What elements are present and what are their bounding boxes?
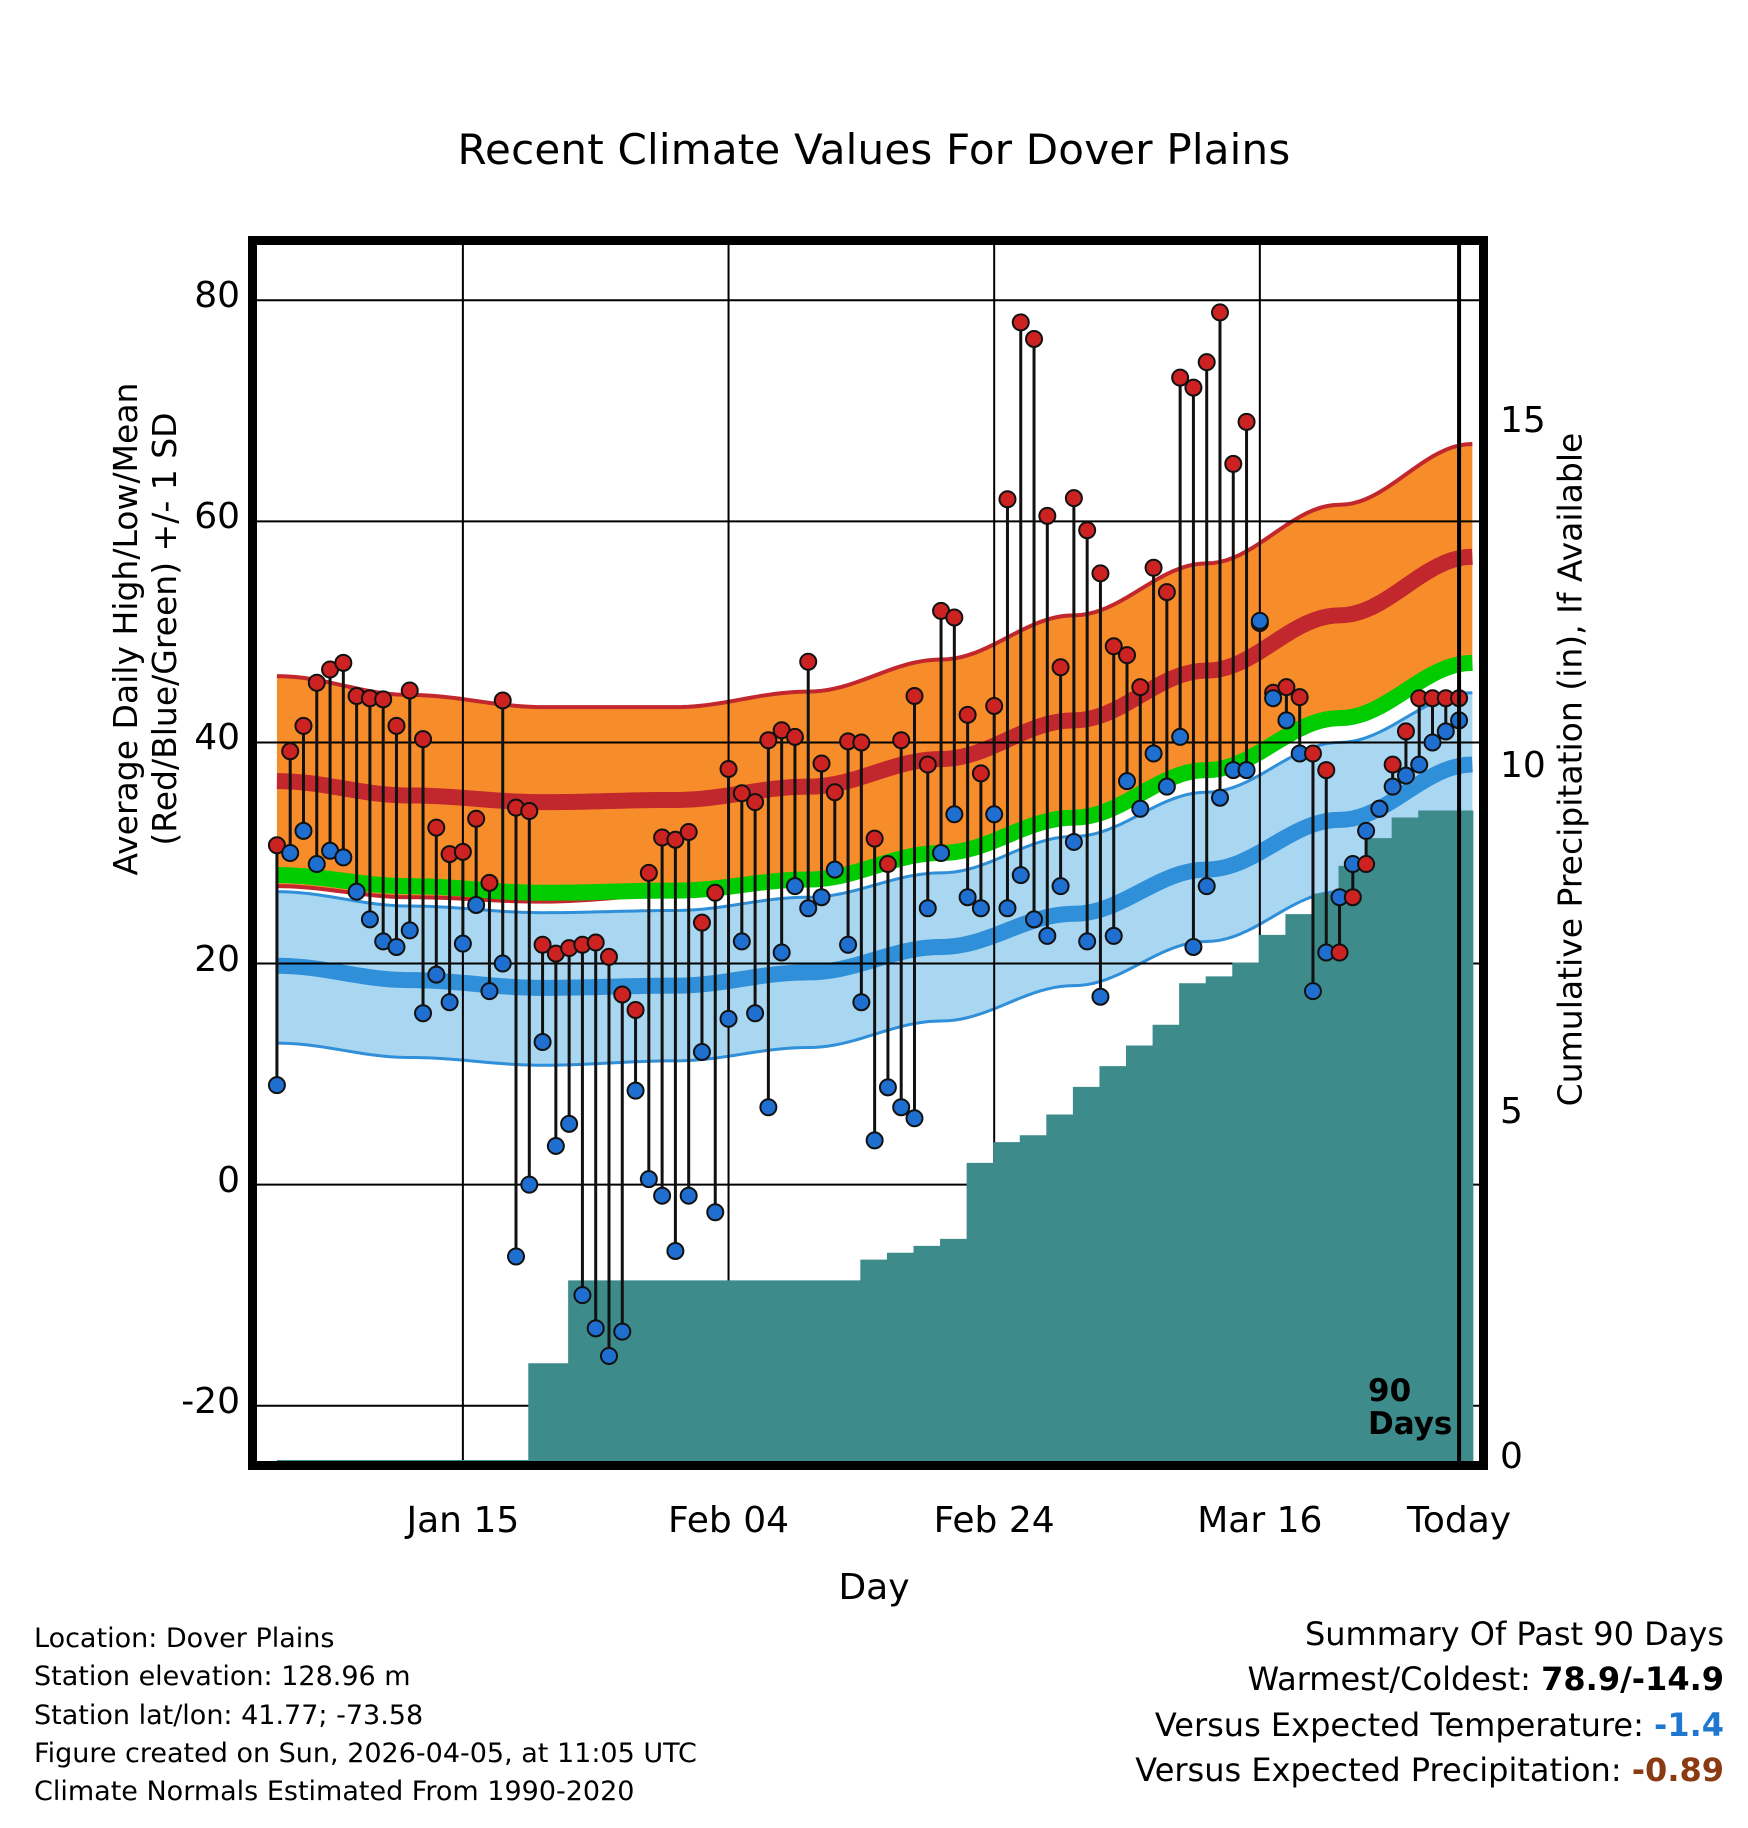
summary-vs-temp-label: Versus Expected Temperature: [1154, 1705, 1644, 1744]
summary-heading: Summary Of Past 90 Days [1304, 1615, 1724, 1653]
footer-location: Location: Dover Plains [34, 1623, 335, 1654]
summary-vs-precip-value: -0.89 [1631, 1751, 1724, 1790]
footer-metadata [34, 1620, 697, 1812]
x-tick-2: Feb 24 [933, 1500, 1055, 1541]
days-annotation-line2: Days [1368, 1405, 1453, 1442]
x-axis-label: Day [838, 1567, 910, 1608]
y-tick-right-0: 0 [1500, 1436, 1523, 1477]
y-tick-right-1: 5 [1500, 1090, 1523, 1132]
footer-elevation: Station elevation: 128.96 m [34, 1661, 411, 1693]
x-tick-4: Today [1407, 1500, 1512, 1541]
summary-warmest-coldest-label: Warmest/Coldest: [1247, 1660, 1531, 1699]
footer-created: Figure created on Sun, 2026-04-05, at 11:05 UTC [34, 1737, 697, 1769]
x-tick-0: Jan 15 [406, 1500, 520, 1541]
summary-vs-precip-label: Versus Expected Precipitation: [1135, 1751, 1622, 1790]
summary-vs-temp-value: -1.4 [1654, 1705, 1724, 1744]
y-axis-label-left: Average Daily High/Low/Mean (Red/Blue/Green) +/- 1 SD [106, 382, 184, 876]
y-tick-left-2: 20 [194, 938, 240, 980]
y-tick-left-1: 0 [217, 1159, 240, 1201]
footer-normals: Climate Normals Estimated From 1990-2020 [34, 1776, 635, 1808]
summary-panel [1135, 1612, 1724, 1794]
y-tick-left-3: 40 [194, 717, 240, 759]
y-tick-left-5: 80 [194, 275, 240, 317]
summary-vs-temp [1135, 1703, 1724, 1748]
y-tick-right-3: 15 [1500, 399, 1546, 441]
y-axis-label-right: Cumulative Precipitation (in), If Available [1550, 432, 1590, 1107]
plot-area [248, 236, 1488, 1470]
chart-graphics [257, 245, 1479, 1461]
plot-inner [257, 245, 1479, 1461]
chart-title: Recent Climate Values For Dover Plains [457, 125, 1291, 174]
y-tick-left-4: 60 [194, 496, 240, 538]
x-tick-1: Feb 04 [668, 1500, 790, 1541]
days-annotation [1368, 1375, 1452, 1441]
summary-warmest-coldest-value: 78.9/-14.9 [1541, 1660, 1724, 1699]
summary-warmest-coldest [1135, 1657, 1724, 1702]
summary-vs-precip [1135, 1748, 1724, 1793]
footer-latlon: Station lat/lon: 41.77; -73.58 [34, 1699, 424, 1731]
y-tick-right-2: 10 [1500, 745, 1546, 787]
x-tick-3: Mar 16 [1197, 1500, 1323, 1541]
days-annotation-line1: 90 [1368, 1373, 1412, 1409]
y-tick-left-0: -20 [181, 1380, 240, 1422]
